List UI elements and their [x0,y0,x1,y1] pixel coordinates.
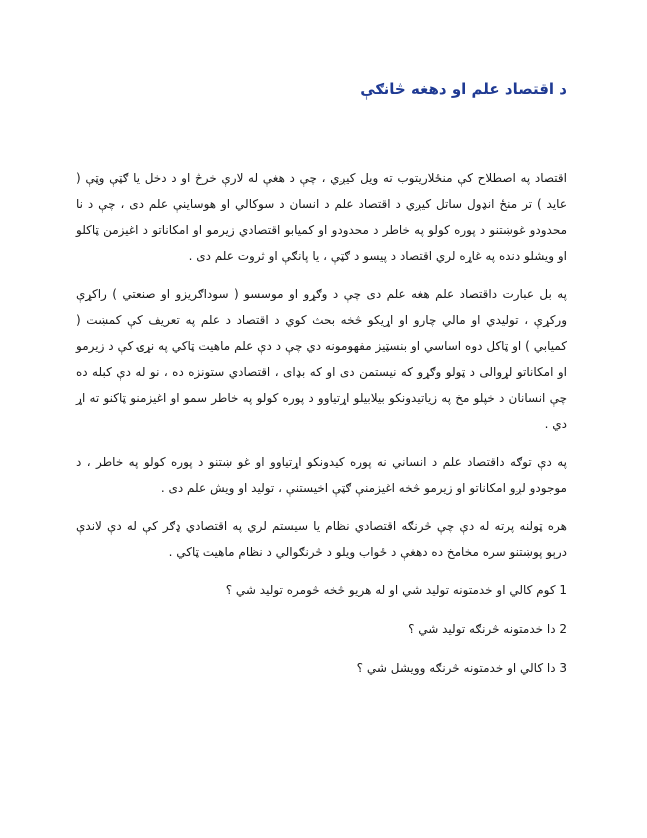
paragraph-three-questions: هره ټولنه پرته له دې چې څرنګه اقتصادي نظام يا سيستم لري په اقتصادي ډګر کې له دې لاندې درېو پوښتنو سره مخامخ ده دهغې د ځواب ويلو د څرنګوالي د نظام ماهيت ټاکي . [76,519,567,559]
question-item: 3 دا کالي او خدمتونه څرنګه وويشل شي ؟ [356,661,567,675]
question-item: 1 کوم کالي او خدمتونه توليد شي او له هريو څخه څومره توليد شي ؟ [225,583,567,597]
paragraph-summary: په دې توګه داقتصاد علم د انساني نه پوره کيدونکو اړتياوو او غو ښتنو د پوره کولو په خاطر ، د موجودو لږو امکاناتو او زيرمو څخه اغيزمنې ګټې اخيستنې ، توليد او ويش علم دی . [76,455,567,495]
document-title: د اقتصاد علم او دهغه څانګې [360,80,567,98]
question-item: 2 دا خدمتونه څرنګه توليد شي ؟ [408,622,567,636]
paragraph-definition: اقتصاد په اصطلاح کې منځلاريتوب ته ويل کيږي ، چې د هغې له لارې خرڅ او د دخل يا ګټې وټې ( عايد ) تر منځ انډول ساتل کيږي د اقتصاد علم د انسان د سوکالي او هوساينې علم دی ، چې د نا محدودو غوښتنو د پوره کولو په خاطر د محدودو او کميابو اقتصادي زيرمو او امکاناتو د اغيزمن ټاکلو او ويشلو دنده په غاړه لري اقتصاد د پيسو د ګټې ، يا پانګې او ثروت علم دی . [76,171,567,263]
document-body [76,165,567,694]
paragraph-scarcity: په بل عبارت داقتصاد علم هغه علم دی چې د وګړو او موسسو ( سوداګريزو او صنعتي ) راکړې ورکړې ، توليدي او مالي چارو او اړيکو څخه بحث کوي د اقتصاد د علم په تعريف کې کمښت ( کميابي ) او ټاکل دوه اساسي او بنسټيز مفهومونه دي چې د دې علم ماهيت ټاکي په نړۍ کې د زيرمو او امکاناتو لړوالی د ټولو وګړو که نيستمن دی او که بډای ، اقتصادي ستونزه ده ، نو له دې کبله ده چې انسانان د خپلو مخ په زياتيدونکو بيلابيلو اړتياوو د پوره کولو په خاطر سمو او اغيزمنو ټاکنو ته اړ دي . [76,287,567,431]
